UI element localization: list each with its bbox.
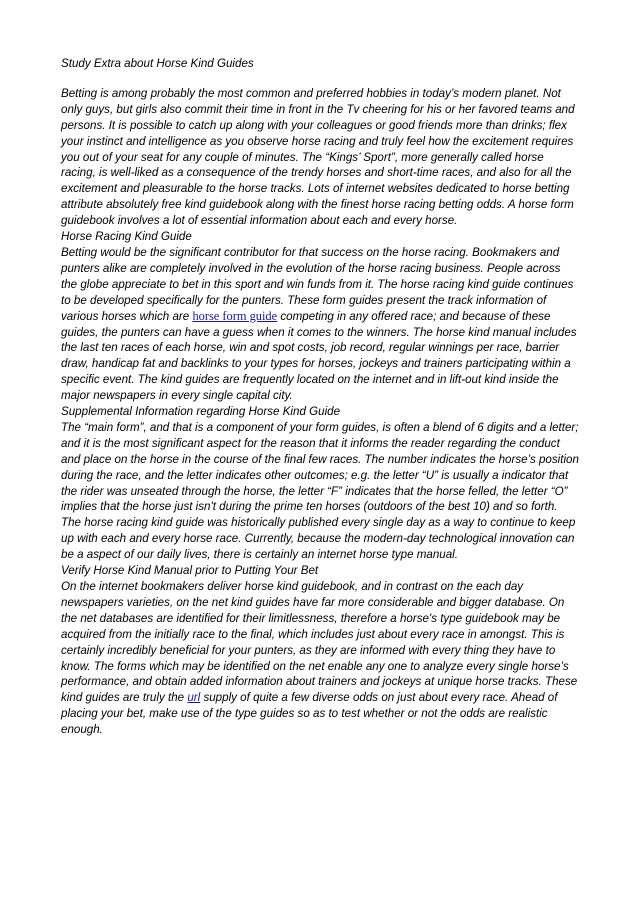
section-heading-supplemental: Supplemental Information regarding Horse Kind Guide [61, 405, 341, 419]
section-supplemental-paragraph: The “main form”, and that is a component of your form guides, is often a blend of 6 digits and a letter; and it is the most significant aspect for the reason that it informs the reader regarding the conduct and place on the horse in the course of the final few races. The number indicates the horse’s position during the race, and the letter indicates other outcomes; e.g. the letter “U” is usually a indicator that the rider was unseated through the horse, the letter “F” indicates that the horse felled, the letter “O” implies that the horse just isn't during the prime ten horses (outdoors of the best 10) and so forth. The horse racing kind guide was historically published every single day as a way to continue to keep up with each and every horse race. Currently, because the modern-day technological innovation can be a aspect of our daily lives, there is certainly an internet horse type manual. [61, 420, 579, 562]
intro-paragraph: Betting is among probably the most common and preferred hobbies in today’s modern planet. Not only guys, but girls also commit their time in front in the Tv cheering for his or her favored teams and persons. It is possible to catch up along with your colleagues or good friends more than drinks; flex your instinct and intelligence as you observe horse racing and truly feel how the excitement requires you out of your seat for any couple of minutes. The “Kings’ Sport”, more generally called horse racing, is well-liked as a consequence of the trendy horses and short-time races, and also for all the excitement and pleasurable to the horse tracks. Lots of internet websites dedicated to horse betting attribute absolutely free kind guidebook along with the finest horse racing betting odds. A horse form guidebook involves a lot of essential information about each and every horse. [61, 86, 575, 228]
paragraph-text: supply of quite a few diverse odds on just about every race. Ahead of placing your bet, make use of the type guides so as to test whether or not the odds are realistic enough. [61, 691, 558, 737]
document-page [61, 56, 579, 738]
paragraph-text: Betting would be the significant contributor for that success on the horse racing. Bookmakers and punters alike are completely involved in the evolution of the horse racing business. People across the globe appreciate to bet in this sport and win funds from it. The horse racing kind guide continues to be developed specifically for the punters. These form guides present the track information of various horses which are [61, 245, 574, 323]
section-heading-racing-guide: Horse Racing Kind Guide [61, 230, 192, 244]
paragraph-text: On the internet bookmakers deliver horse kind guidebook, and in contrast on the each day newspapers varieties, on the net kind guides have far more considerable and bigger database. On the net databases are identified for their limitlessness, therefore a horse's type guidebook may be acquired from the initially race to the final, which includes just about every race in amongst. This is certainly incredibly beneficial for your punters, as they are informed with every thing they have to know. The forms which may be identified on the net enable any one to analyze every single horse’s performance, and obtain added information about trainers and jockeys at unique horse tracks. These kind guides are truly the [61, 580, 578, 705]
horse-form-guide-link[interactable]: horse form guide [192, 308, 278, 323]
paragraph-text: competing in any offered race; and because of these guides, the punters can have a guess when it comes to the winners. The horse kind manual includes the last ten races of each horse, win and spot costs, job record, regular winnings per race, barrier draw, handicap fat and backlinks to your types for horses, jockeys and trainers participating within a specific event. The kind guides are frequently located on the internet and in lift-out kind inside the major newspapers in every single capital city. [61, 309, 577, 403]
section-heading-verify: Verify Horse Kind Manual prior to Putting Your Bet [61, 564, 319, 578]
section-verify-paragraph [61, 579, 579, 738]
document-title: Study Extra about Horse Kind Guides [61, 57, 254, 70]
url-link[interactable]: url [187, 691, 201, 705]
section-racing-guide-paragraph [61, 245, 579, 404]
